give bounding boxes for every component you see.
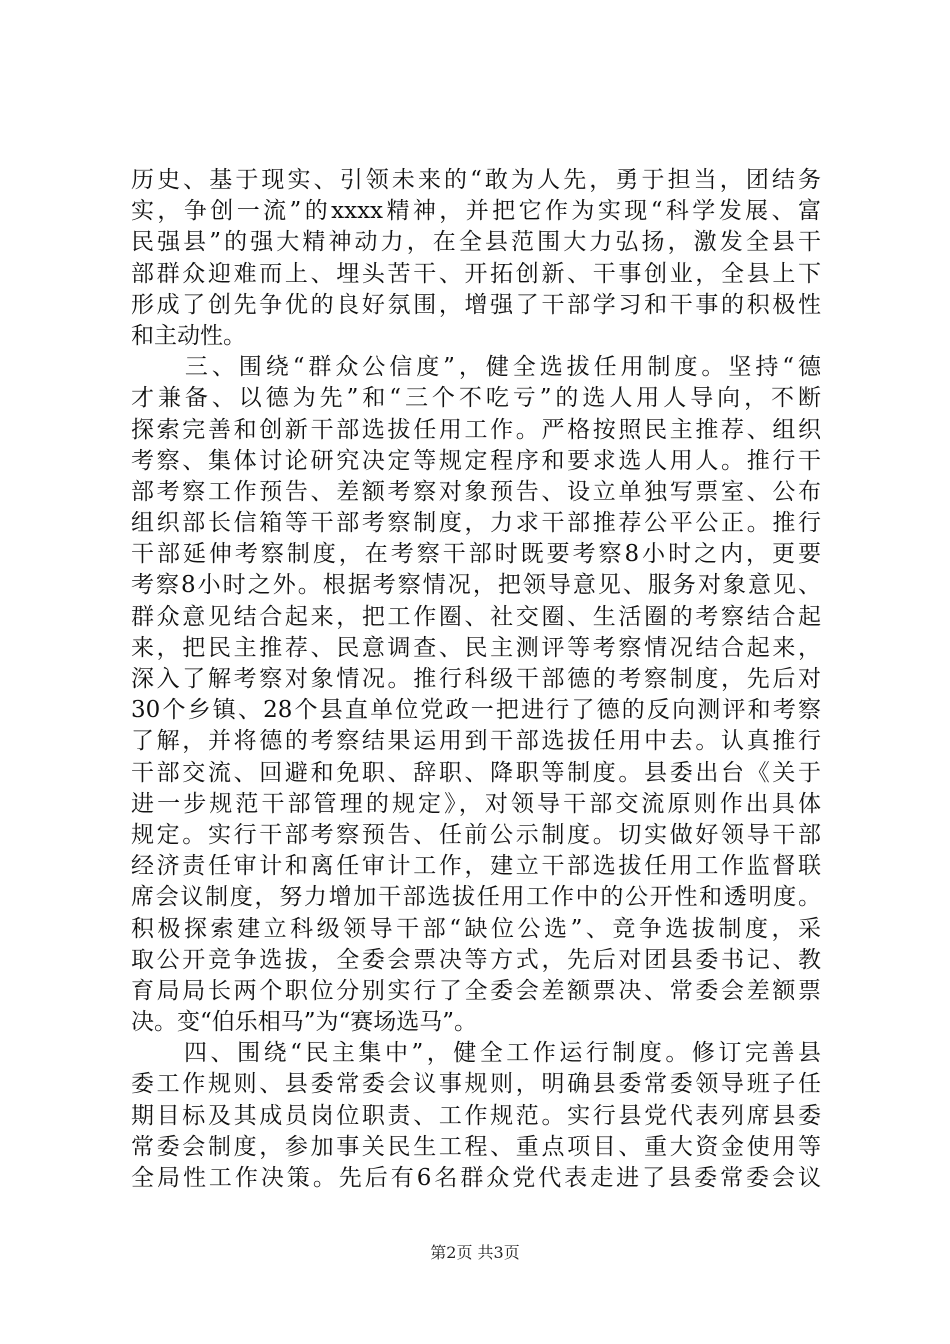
text-line: 席会议制度，努力增加干部选拔任用工作中的公开性和透明度。 (131, 884, 821, 911)
text-line: 决。变“伯乐相马”为“赛场选马”。 (131, 1009, 478, 1036)
text-line: 实，争创一流”的xxxx精神，并把它作为实现“科学发展、富 (131, 198, 821, 225)
text-line: 部考察工作预告、差额考察对象预告、设立单独写票室、公布 (131, 478, 821, 505)
document-body (131, 165, 821, 1194)
text-line: 探索完善和创新干部选拔任用工作。严格按照民主推荐、组织 (131, 416, 821, 443)
text-line: 和主动性。 (131, 322, 246, 349)
text-line: 深入了解考察对象情况。推行科级干部德的考察制度，先后对 (131, 666, 821, 692)
text-line: 规定。实行干部考察预告、任前公示制度。切实做好领导干部 (131, 821, 821, 848)
text-line: 了解，并将德的考察结果运用到干部选拔任用中去。认真推行 (131, 728, 821, 755)
text-line: 考察8小时之外。根据考察情况，把领导意见、服务对象意见、 (131, 572, 821, 599)
text-line: 常委会制度，参加事关民生工程、重点项目、重大资金使用等 (131, 1133, 821, 1160)
text-line: 形成了创先争优的良好氛围，增强了干部学习和干事的积极性 (131, 291, 821, 318)
text-line: 全局性工作决策。先后有6名群众党代表走进了县委常委会议 (131, 1165, 821, 1191)
text-line: 进一步规范干部管理的规定》，对领导干部交流原则作出具体 (131, 790, 821, 817)
text-line: 才兼备、以德为先”和“三个不吃亏”的选人用人导向，不断 (131, 385, 821, 412)
text-line: 民强县”的强大精神动力，在全县范围大力弘扬，激发全县干 (131, 229, 821, 256)
text-line: 四、围绕“民主集中”，健全工作运行制度。修订完善县 (131, 1040, 821, 1067)
text-line: 三、围绕“群众公信度”，健全选拔任用制度。坚持“德 (131, 354, 821, 381)
text-line: 部群众迎难而上、埋头苦干、开拓创新、干事创业，全县上下 (131, 260, 821, 287)
page-footer: 第2页 共3页 (430, 1243, 520, 1262)
text-line: 育局局长两个职位分别实行了全委会差额票决、常委会差额票 (131, 977, 821, 1004)
text-line: 积极探索建立科级领导干部“缺位公选”、竞争选拔制度，采 (131, 915, 821, 942)
text-line: 来，把民主推荐、民意调查、民主测评等考察情况结合起来， (131, 634, 821, 661)
text-line: 干部延伸考察制度，在考察干部时既要考察8小时之内，更要 (131, 541, 821, 568)
text-line: 干部交流、回避和免职、辞职、降职等制度。县委出台《关于 (131, 759, 821, 786)
text-line: 群众意见结合起来，把工作圈、社交圈、生活圈的考察结合起 (131, 603, 821, 630)
text-line: 组织部长信箱等干部考察制度，力求干部推荐公平公正。推行 (131, 510, 821, 537)
text-line: 经济责任审计和离任审计工作，建立干部选拔任用工作监督联 (131, 853, 821, 880)
text-line: 考察、集体讨论研究决定等规定程序和要求选人用人。推行干 (131, 447, 821, 474)
text-line: 委工作规则、县委常委会议事规则，明确县委常委领导班子任 (131, 1071, 821, 1098)
text-line: 期目标及其成员岗位职责、工作规范。实行县党代表列席县委 (131, 1102, 821, 1129)
text-line: 取公开竞争选拔，全委会票决等方式，先后对团县委书记、教 (131, 946, 821, 973)
text-line: 30个乡镇、28个县直单位党政一把进行了德的反向测评和考察 (131, 697, 821, 724)
text-line: 历史、基于现实、引领未来的“敢为人先，勇于担当，团结务 (131, 167, 821, 193)
